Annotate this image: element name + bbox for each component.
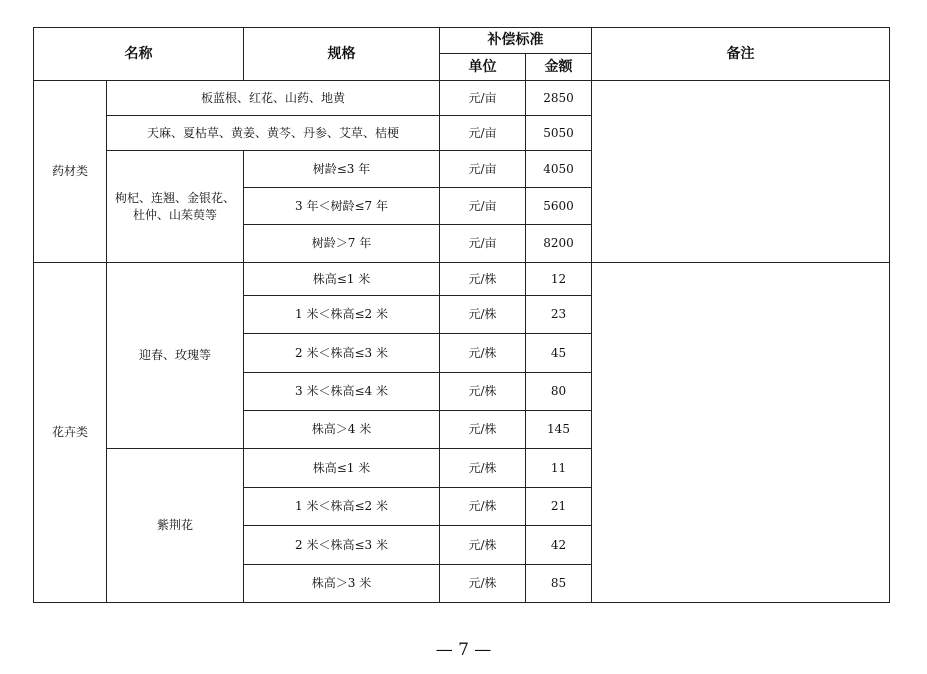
amount-cell: 12: [526, 263, 592, 296]
item-name: 天麻、夏枯草、黄姜、黄芩、丹参、艾草、桔梗: [107, 116, 440, 151]
unit-cell: 元/亩: [440, 225, 526, 263]
amount-cell: 8200: [526, 225, 592, 263]
header-spec: 规格: [244, 28, 440, 81]
unit-cell: 元/株: [440, 263, 526, 296]
header-remark: 备注: [592, 28, 890, 81]
table-row: [34, 81, 890, 116]
unit-cell: 元/株: [440, 565, 526, 603]
category-medicinal: 药材类: [34, 81, 107, 263]
header-standard: 补偿标准: [440, 28, 592, 54]
amount-cell: 145: [526, 411, 592, 449]
remark-cell-medicinal: [592, 81, 890, 263]
amount-cell: 21: [526, 488, 592, 526]
page-number: — 7 —: [435, 640, 492, 660]
spec-cell: 树龄≤3 年: [244, 151, 440, 188]
unit-cell: 元/亩: [440, 188, 526, 225]
unit-cell: 元/株: [440, 296, 526, 334]
unit-cell: 元/株: [440, 526, 526, 565]
table-row: [34, 263, 890, 296]
item-name: 板蓝根、红花、山药、地黄: [107, 81, 440, 116]
spec-cell: 株高＞4 米: [244, 411, 440, 449]
spec-cell: 1 米＜株高≤2 米: [244, 488, 440, 526]
amount-cell: 42: [526, 526, 592, 565]
header-unit: 单位: [440, 54, 526, 81]
spec-cell: 3 年＜树龄≤7 年: [244, 188, 440, 225]
spec-cell: 2 米＜株高≤3 米: [244, 526, 440, 565]
amount-cell: 23: [526, 296, 592, 334]
header-amount: 金额: [526, 54, 592, 81]
amount-cell: 5050: [526, 116, 592, 151]
unit-cell: 元/株: [440, 488, 526, 526]
unit-cell: 元/亩: [440, 116, 526, 151]
compensation-table: [33, 27, 890, 603]
spec-cell: 3 米＜株高≤4 米: [244, 373, 440, 411]
unit-cell: 元/亩: [440, 81, 526, 116]
item-name: 枸杞、连翘、金银花、杜仲、山茱萸等: [107, 151, 244, 263]
amount-cell: 5600: [526, 188, 592, 225]
amount-cell: 45: [526, 334, 592, 373]
unit-cell: 元/株: [440, 334, 526, 373]
amount-cell: 4050: [526, 151, 592, 188]
category-flowers: 花卉类: [34, 263, 107, 603]
spec-cell: 株高≤1 米: [244, 263, 440, 296]
header-name: 名称: [34, 28, 244, 81]
unit-cell: 元/亩: [440, 151, 526, 188]
unit-cell: 元/株: [440, 411, 526, 449]
remark-cell-flowers: [592, 263, 890, 603]
item-name: 紫荆花: [107, 449, 244, 603]
spec-cell: 株高≤1 米: [244, 449, 440, 488]
amount-cell: 80: [526, 373, 592, 411]
item-name: 迎春、玫瑰等: [107, 263, 244, 449]
spec-cell: 树龄＞7 年: [244, 225, 440, 263]
unit-cell: 元/株: [440, 449, 526, 488]
amount-cell: 11: [526, 449, 592, 488]
spec-cell: 2 米＜株高≤3 米: [244, 334, 440, 373]
spec-cell: 株高＞3 米: [244, 565, 440, 603]
unit-cell: 元/株: [440, 373, 526, 411]
spec-cell: 1 米＜株高≤2 米: [244, 296, 440, 334]
amount-cell: 85: [526, 565, 592, 603]
amount-cell: 2850: [526, 81, 592, 116]
